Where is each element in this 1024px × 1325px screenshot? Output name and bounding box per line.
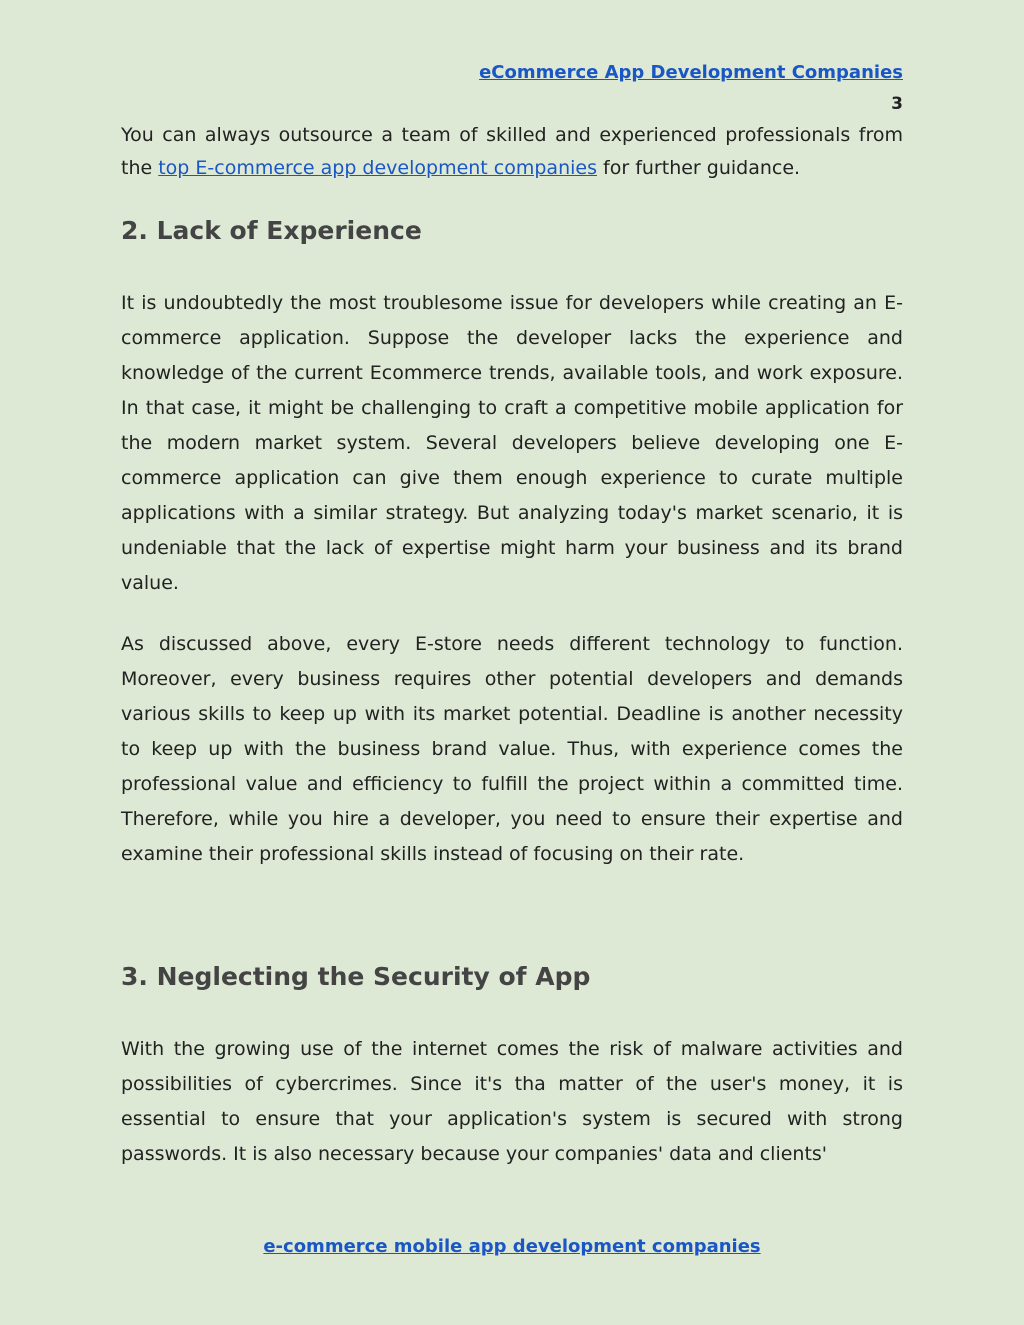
paragraph-experience-2: As discussed above, every E-store needs different technology to function. Moreover, every business requires other potential developers and demands various skills to keep up with its market potential. Deadline is another necessity to keep up with the business brand value. Thus, with experience comes the professional value and efficiency to fulfill the project within a committed time. Therefore, while you hire a developer, you need to ensure their expertise and examine their professional skills instead of focusing on their rate.: [121, 633, 903, 865]
header-link[interactable]: eCommerce App Development Companies: [479, 62, 903, 83]
section-heading-lack-of-experience: 2. Lack of Experience: [121, 216, 422, 245]
intro-text-before: You can always outsource a team of skilled and experienced professionals from the: [121, 124, 903, 179]
footer-link[interactable]: [121, 1236, 903, 1257]
footer-link-text[interactable]: e-commerce mobile app development companies: [263, 1236, 761, 1257]
paragraph-security-1: With the growing use of the internet comes the risk of malware activities and possibilities of cybercrimes. Since it's tha matter of the user's money, it is essential to ensure that your application's system is secured with strong passwords. It is also necessary because your companies' data and clients': [121, 1038, 903, 1165]
document-page: [121, 0, 903, 1325]
intro-paragraph: [121, 119, 903, 185]
page-number: 3: [891, 94, 903, 114]
top-ecommerce-companies-link[interactable]: top E-commerce app development companies: [158, 157, 597, 179]
intro-text-after: for further guidance.: [597, 157, 801, 179]
paragraph-experience-1: It is undoubtedly the most troublesome issue for developers while creating an E-commerce application. Suppose the developer lacks the experience and knowledge of the current Ecommerce trends, available tools, and work exposure. In that case, it might be challenging to craft a competitive mobile application for the modern market system. Several developers believe developing one E-commerce application can give them enough experience to curate multiple applications with a similar strategy. But analyzing today's market scenario, it is undeniable that the lack of expertise might harm your business and its brand value.: [121, 292, 903, 594]
section-heading-security: 3. Neglecting the Security of App: [121, 962, 591, 991]
